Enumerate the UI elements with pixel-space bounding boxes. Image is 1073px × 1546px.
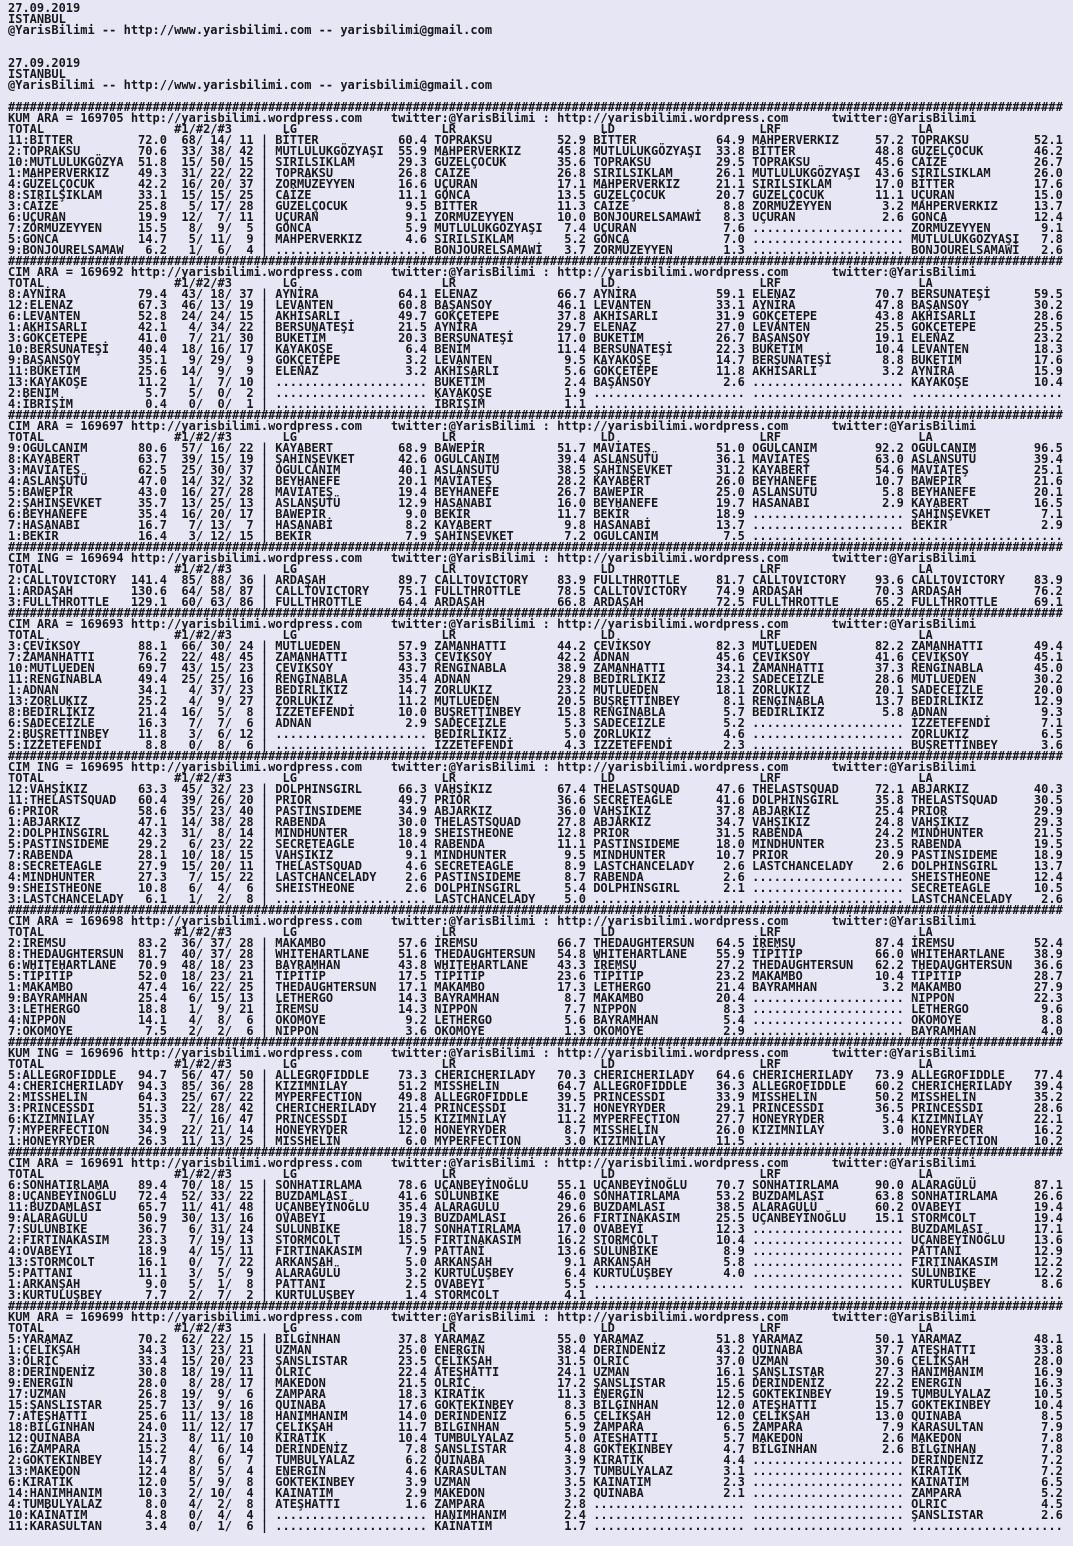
section-title-line: CIM ARA = 169693 http://yarisbilimi.wordpress.com twitter:@YarisBilimi : http://yarisbilimi.wordpress.com twitter:@YarisBilimi — [8, 617, 977, 631]
table-row: 1:ADNAN 34.1 4/ 37/ 23 | BEDİRLİKIZ 14.7 ZORLUKIZ 23.2 MUTLUEDEN 18.1 ZORLUKIZ 20.1 SADECEİZLE 20.0 — [8, 683, 1063, 697]
section-separator: ################################################################################################################################################## — [8, 540, 1063, 554]
table-row: 4:TUMBULYALAZ 8.0 4/ 2/ 8 | ATEŞHATTI 1.6 ZAMPARA 2.8 ..................... ..................... OLRIC 4.5 — [8, 1497, 1063, 1511]
table-row: 4:İBRİŞİM 0.4 0/ 0/ 1 | ..................... İBRİŞİM 1.1 ..................... ..................... ..................... — [8, 397, 1063, 411]
table-row: 9:SHEISTHEONE 10.8 6/ 4/ 6 | SHEISTHEONE 2.6 DOLPHINSGIRL 5.4 DOLPHINSGIRL 2.1 ..................... SECRETEAGLE 10.5 — [8, 881, 1063, 895]
table-row: 5:BAWEPİR 43.0 16/ 27/ 28 | MAVİATEŞ 19.4 BEYHANEFE 26.7 BAWEPİR 25.0 ASLANSÜTÜ 5.8 BEYHANEFE 20.1 — [8, 485, 1063, 499]
section-title-line: KUM ARA = 169705 http://yarisbilimi.wordpress.com twitter:@YarisBilimi : http://yarisbilimi.wordpress.com twitter:@YarisBilimi — [8, 111, 977, 125]
column-header-row: TOTAL #1/#2/#3 LG LR LD LRF LA — [8, 1057, 933, 1071]
section-separator: ################################################################################################################################################## — [8, 606, 1063, 620]
table-row: 3:LASTCHANCELADY 6.1 1/ 2/ 8 | ..................... LASTCHANCELADY 5.0 ..................... ..................... LASTCHANCELADY 2.6 — [8, 892, 1063, 906]
table-row: 8:BEDİRLİKIZ 21.4 16/ 5/ 8 | İZZETEFENDİ 10.0 BÜŞRETTİNBEY 15.8 RENGİNABLA 5.7 BEDİRLİKIZ 5.8 ADNAN 9.3 — [8, 705, 1063, 719]
section-title-line: KUM ING = 169696 http://yarisbilimi.wordpress.com twitter:@YarisBilimi : http://yarisbilimi.wordpress.com twitter:@YarisBilimi — [8, 1046, 977, 1060]
column-header-row: TOTAL #1/#2/#3 LG LR LD LRF LA — [8, 925, 933, 939]
report-contact-line: @YarisBilimi -- http://www.yarisbilimi.com -- yarisbilimi@gmail.com — [8, 23, 493, 37]
table-row: 2:TOPRAKSU 70.6 33/ 38/ 42 | MUTLULUKGÖZYAŞI 55.9 MAHPERVERKIZ 45.8 MUTLULUKGÖZYAŞI 33.8 BİTTER 48.8 GÜZELÇOCUK 46.2 — [8, 144, 1063, 158]
table-row: 6:LEVANTEN 52.8 24/ 24/ 15 | AKHİSARLI 49.7 GÖKÇETEPE 37.8 AKHİSARLI 31.9 GÖKÇETEPE 43.8 AKHİSARLI 28.6 — [8, 309, 1063, 323]
table-row: 6:SONHATIRLAMA 89.4 70/ 18/ 15 | SONHATIRLAMA 78.6 UÇANBEYİNOĞLU 55.1 UÇANBEYİNOĞLU 70.7 SONHATIRLAMA 90.0 ALARAGÜLÜ 87.1 — [8, 1178, 1063, 1192]
column-header-row: TOTAL #1/#2/#3 LG LR LD LRF LA — [8, 276, 933, 290]
section-separator: ################################################################################################################################################## — [8, 408, 1063, 422]
report-contact-line: @YarisBilimi -- http://www.yarisbilimi.com -- yarisbilimi@gmail.com — [8, 78, 493, 92]
table-row: 3:CAİZE 25.8 5/ 17/ 28 | GÜZELÇOCUK 9.5 BİTTER 11.3 CAİZE 8.8 ZORMÜZEYYEN 3.2 MAHPERVERKIZ 13.7 — [8, 199, 1063, 213]
table-row: 5:İZZETEFENDİ 8.8 0/ 8/ 6 | ..................... İZZETEFENDİ 4.3 İZZETEFENDİ 2.3 ..................... BÜŞRETTİNBEY 3.6 — [8, 738, 1063, 752]
section-title-line: CIM ING = 169694 http://yarisbilimi.wordpress.com twitter:@YarisBilimi : http://yarisbilimi.wordpress.com twitter:@YarisBilimi — [8, 551, 977, 565]
table-row: 3:PRINCESSDI 51.3 22/ 28/ 42 | CHERICHERILADY 21.4 PRINCESSDI 31.7 HONEYRYDER 29.1 PRINCESSDI 36.5 PRINCESSDI 28.6 — [8, 1101, 1063, 1115]
section-title-line: CIM ING = 169695 http://yarisbilimi.wordpress.com twitter:@YarisBilimi : http://yarisbilimi.wordpress.com twitter:@YarisBilimi — [8, 760, 977, 774]
table-row: 3:OLRIC 33.4 15/ 20/ 23 | ŞANSLISTAR 23.5 ÇELİKŞAH 31.5 OLRIC 37.0 UZMAN 30.6 ÇELİKŞAH 28.0 — [8, 1354, 1063, 1368]
table-row: 9:ALARAGÜLÜ 50.9 30/ 13/ 16 | OVABEYİ 19.3 BUZDAMLASI 26.6 FIRTINAKASIM 25.5 UÇANBEYİNOĞLU 15.1 STORMCOLT 19.4 — [8, 1211, 1063, 1225]
section-separator: ################################################################################################################################################## — [8, 903, 1063, 917]
table-row: 1:ARDAŞAH 130.6 64/ 58/ 87 | CALLTOVICTORY 75.1 FULLTHROTTLE 78.5 CALLTOVICTORY 74.9 ARDAŞAH 70.3 ARDAŞAH 76.2 — [8, 584, 1063, 598]
table-row: 1:MAHPERVERKIZ 49.3 31/ 22/ 22 | TOPRAKSU 26.8 CAIZE 26.8 SIRILSIKLAM 26.1 MUTLULUKGÖZYAŞI 43.6 SIRILSIKLAM 26.0 — [8, 166, 1063, 180]
column-header-row: TOTAL #1/#2/#3 LG LR LD LRF LA — [8, 1167, 933, 1181]
table-row: 6:KIRATİK 12.0 5/ 9/ 8 | GÖKTEKINBEY 3.9 UZMAN 3.5 KAINATIM 2.3 ..................... KAINATIM 6.5 — [8, 1475, 1063, 1489]
table-row: 10:KAİNATIM 4.8 0/ 4/ 4 | ..................... HANIMHANIM 2.4 ..................... ..................... ŞANSLISTAR 2.6 — [8, 1508, 1063, 1522]
table-row: 6:KIZIMNİLAY 35.3 7/ 16/ 47 | PRINCESSDI 15.5 KIZIMNİLAY 11.2 MYPERFECTION 27.7 HONEYRYDER 5.4 KIZIMNİLAY 22.1 — [8, 1112, 1063, 1126]
blank-line — [8, 36, 1073, 47]
column-header-row: TOTAL #1/#2/#3 LG LR LD LRF LA — [8, 562, 933, 576]
table-row: 7:RABENDA 28.1 10/ 18/ 15 | VAHŞİKIZ 9.1 MINDHUNTER 9.5 MINDHUNTER 10.7 PRIOR 20.9 PASTINSIDEME 18.9 — [8, 848, 1063, 862]
table-row: 1:BEKİR 16.4 3/ 12/ 15 | BEKİR 7.9 ŞAHİNŞEVKET 7.2 OGULCANIM 7.5 ..................... ..................... — [8, 529, 1063, 543]
table-row: 5:PASTINSIDEME 29.2 6/ 23/ 22 | SECRETEAGLE 10.4 RABENDA 11.1 PASTINSIDEME 18.0 MINDHUNTER 23.5 RABENDA 19.5 — [8, 837, 1063, 851]
table-row: 7:ATEŞHATTI 25.6 11/ 13/ 18 | HANIMHANIM 14.0 DERİNDENİZ 6.5 ÇELİKŞAH 12.0 ÇELİKŞAH 13.0 QUINABA 8.5 — [8, 1409, 1063, 1423]
table-row: 2:CALLTOVICTORY 141.4 85/ 88/ 36 | ARDAŞAH 89.7 CALLTOVICTORY 83.9 FULLTHROTTLE 81.7 CALLTOVICTORY 93.6 CALLTOVICTORY 83.9 — [8, 573, 1063, 587]
section-separator: ################################################################################################################################################## — [8, 1299, 1063, 1313]
section-separator: ################################################################################################################################################## — [8, 1035, 1063, 1049]
section-separator: ################################################################################################################################################## — [8, 749, 1063, 763]
table-row: 4:NIPPON 14.1 4/ 8/ 6 | OKOMOYE 9.2 LETHERGO 5.6 BAYRAMHAN 5.4 ..................... OKOMOYE 8.8 — [8, 1013, 1063, 1027]
table-row: 13:KAYAKOŞE 11.2 1/ 7/ 10 | ..................... BUKETİM 2.4 BAŞANSOY 2.6 ..................... KAYAKOŞE 10.4 — [8, 375, 1063, 389]
column-header-row: TOTAL #1/#2/#3 LG LR LD LRF LA — [8, 628, 933, 642]
report-date: 27.09.2019 — [8, 1, 81, 15]
table-row: 8:DERİNDENİZ 30.8 18/ 19/ 11 | OLRIC 22.4 ATEŞHATTI 24.1 UZMAN 16.1 ŞANSLISTAR 27.3 HANIMHANIM 16.9 — [8, 1365, 1063, 1379]
column-header-row: TOTAL #1/#2/#3 LG LR LD LRF LA — [8, 430, 933, 444]
section-title-line: CIM ARA = 169692 http://yarisbilimi.wordpress.com twitter:@YarisBilimi : http://yarisbilimi.wordpress.com twitter:@YarisBilimi — [8, 265, 977, 279]
section-title-line: CIM ARA = 169697 http://yarisbilimi.wordpress.com twitter:@YarisBilimi : http://yarisbilimi.wordpress.com twitter:@YarisBilimi — [8, 419, 977, 433]
table-row: 16:ZAMPARA 15.2 4/ 6/ 14 | DERİNDENİZ 7.8 ŞANSLISTAR 4.8 GÖKTEKINBEY 4.7 BİLGİNHAN 2.6 BİLGİNHAN 7.8 — [8, 1442, 1063, 1456]
table-row: 2:FIRTINAKASIM 23.3 7/ 19/ 13 | STORMCOLT 15.5 FIRTINAKASIM 16.2 STORMÇOLT 10.4 ..................... UÇANBEYİNOĞLU 13.6 — [8, 1233, 1063, 1247]
table-row: 11:THELASTSQUAD 60.4 39/ 26/ 20 | PRIOR 49.7 PRİOR 36.6 SECRETEAGLE 41.6 DOLPHINSGIRL 35.8 THELASTSQUAD 30.5 — [8, 793, 1063, 807]
table-row: 1:AKHİSARLI 42.1 4/ 34/ 22 | BERSUNATEŞİ 21.5 AYNİRA 29.7 ELENAZ 27.0 LEVANTEN 25.5 GÖKÇETEPE 25.5 — [8, 320, 1063, 334]
table-row: 8:THEDAUGHTERSUN 81.7 40/ 37/ 28 | WHITEHARTLANE 51.6 THEDAUGHTERSUN 54.8 WHITEHARTLANE 55.9 TİPİTİP 66.0 WHITEHARTLANE 38.9 — [8, 947, 1063, 961]
table-row: 2:DOLPHINSGIRL 42.3 31/ 8/ 14 | MINDHUNTER 18.9 SHEISTHEONE 12.8 PRIOR 31.5 RABENDA 24.2 MINDHUNTER 21.5 — [8, 826, 1063, 840]
table-row: 6:BEYHANEFE 35.4 16/ 20/ 17 | BAWEPİR 9.0 BEKİR 11.7 BEKİR 18.9 ..................... ŞAHİNŞEVKET 7.1 — [8, 507, 1063, 521]
table-row: 11:BUKETİM 25.6 14/ 9/ 9 | ELENAZ 3.2 AKHİSARLI 5.6 GÖKÇETEPE 11.8 AKHİSARLI 3.2 AYNİRA 15.9 — [8, 364, 1063, 378]
table-row: 8:AYNİRA 79.4 43/ 18/ 37 | AYNİRA 64.1 ELENAZ 66.7 AYNİRA 59.1 ELENAZ 70.7 BERSUNATEŞİ 59.5 — [8, 287, 1063, 301]
table-row: 14:HANIMHANIM 10.3 2/ 10/ 4 | KAINATIM 2.9 MAKEDON 3.2 QUINABA 2.1 ..................... ZAMPARA 5.2 — [8, 1486, 1063, 1500]
table-row: 11:KARASULTAN 3.4 0/ 1/ 6 | ..................... KAİNATIM 1.7 ..................... ..................... ..................... — [8, 1519, 1063, 1533]
table-row: 5:ALLEGROFIDDLE 94.7 56/ 47/ 50 | ALLEGROFIDDLE 73.3 CHERICHERILADY 70.3 CHERICHERILADY 64.6 CHERICHERILADY 73.9 ALLEGROFIDDLE 77.4 — [8, 1068, 1063, 1082]
table-row: 8:KAYABERT 63.7 39/ 15/ 19 | ŞAHİNŞEVKET 42.6 OGULCANIM 39.4 ASLANSÜTÜ 36.1 MAVİATEŞ 63.0 ASLANSÜTÜ 39.4 — [8, 452, 1063, 466]
table-row: 8:SIRILŞIKLAM 33.1 15/ 15/ 25 | CAİZE 11.1 GÖNCA 13.5 GÜZELÇOCUK 20.7 GÜZELÇOCUK 11.1 UÇURAN 15.0 — [8, 188, 1063, 202]
table-row: 12:VAHŞİKIZ 63.3 45/ 32/ 23 | DOLPHINSGIRL 66.3 VAHŞİKIZ 67.4 THELASTSQUAD 47.6 THELASTSQUAD 72.1 ABJARKIZ 40.3 — [8, 782, 1063, 796]
table-row: 9:BAYRAMHAN 25.4 6/ 15/ 13 | LETHERGO 14.3 BAYRAMHAN 8.7 MAKAMBO 20.4 ..................... NIPPON 22.3 — [8, 991, 1063, 1005]
table-row: 3:KURTULUŞBEY 7.7 2/ 7/ 2 | KURTULUŞBEY 1.4 STORMCOLT 4.1 ..................... ..................... ..................... — [8, 1288, 1063, 1302]
table-row: 9:ENERGİN 28.0 8/ 28/ 17 | MAKEDON 21.5 OLRIC 17.2 ŞANSLISTAR 15.6 DERİNDENİZ 22.2 ENERGİN 16.3 — [8, 1376, 1063, 1390]
report-body — [8, 102, 1073, 1532]
table-row: 2:BENİM 5.7 5/ 0/ 2 | ..................... KAYAKOŞE 1.9 ..................... ..................... ..................... — [8, 386, 1063, 400]
table-row: 7:OKOMOYE 7.5 2/ 2/ 6 | NIPPON 3.6 OKOMOYE 1.3 OKOMOYE 2.9 ..................... BAYRAMHAN 4.0 — [8, 1024, 1063, 1038]
table-row: 3:GÖKÇETEPE 41.0 7/ 21/ 30 | BUKETİM 20.3 BERSUNATEŞİ 17.0 BUKETİM 26.7 BAŞANSOY 19.1 ELENAZ 23.2 — [8, 331, 1063, 345]
table-row: 17:UZMAN 26.8 19/ 9/ 6 | ZAMPARA 18.3 KIRATİK 11.3 ENERGİN 12.5 GÖKTEKINBEY 19.5 TUMBULYALAZ 10.5 — [8, 1387, 1063, 1401]
table-row: 9:BONJOURELSAMAW 6.2 1/ 6/ 4 | ..................... BONJOURELSAMAWİ 3.7 ZORMÜZEYYEN 1.3 ..................... BONJOURELSAMAWİ 2.6 — [8, 243, 1063, 257]
table-row: 11:RENGİNABLA 49.4 25/ 25/ 16 | RENGİNABLA 35.4 ADNAN 29.8 BEDİRLİKIZ 23.2 SADECEİZLE 28.6 MUTLUEDEN 30.2 — [8, 672, 1063, 686]
table-row: 1:MAKAMBO 47.4 16/ 22/ 25 | THEDAUGHTERSUN 17.1 MAKAMBO 17.3 LETHERGO 21.4 BAYRAMHAN 3.2 MAKAMBO 27.9 — [8, 980, 1063, 994]
column-header-row: TOTAL #1/#2/#3 LG LR LD LRF LA — [8, 122, 933, 136]
table-row: 4:MINDHUNTER 27.3 7/ 15/ 22 | LASTCHANCELADY 2.6 PASTINSIDEME 8.7 RABENDA 2.6 ..................... SHEISTHEONE 12.4 — [8, 870, 1063, 884]
table-row: 7:ZÖRMÜZEYYEN 15.5 8/ 9/ 5 | GÖNCA 5.9 MUTLULUKGÖZYAŞI 7.4 UÇURAN 7.6 ..................... ZORMÜZEYYEN 9.1 — [8, 221, 1063, 235]
table-row: 3:LETHERGO 18.8 1/ 9/ 21 | İREMSU 14.3 NIPPON 7.7 NIPPON 8.3 ..................... LETHERGO 9.6 — [8, 1002, 1063, 1016]
table-row: 12:ELENAZ 67.3 46/ 13/ 19 | LEVANTEN 60.8 BAŞANSOY 46.1 LEVANTEN 33.1 AYNİRA 47.8 BAŞANSOY 30.2 — [8, 298, 1063, 312]
column-header-row: TOTAL #1/#2/#3 LG LR LD LRF LA — [8, 1321, 933, 1335]
table-row: 11:BUZDAMLASI 65.7 11/ 41/ 48 | UÇANBEYİNOĞLU 35.4 ALARAGÜLÜ 29.6 BUZDAMLASI 38.5 ALARAGÜLÜ 60.2 OVABEYI 19.4 — [8, 1200, 1063, 1214]
table-row: 1:HONEYRYDER 26.3 11/ 13/ 25 | MISSHELİN 6.0 MYPERFECTION 3.0 KIZIMNİLAY 11.5 ..................... MYPERFECTION 10.2 — [8, 1134, 1063, 1148]
section-title-line: CIM ARA = 169691 http://yarisbilimi.wordpress.com twitter:@YarisBilimi : http://yarisbilimi.wordpress.com twitter:@YarisBilimi — [8, 1156, 977, 1170]
table-row: 3:FULLTHROTTLE 129.1 60/ 63/ 86 | FULLTHROTTLE 64.4 ARDAŞAH 66.8 ARDAŞAH 72.5 FULLTHROTTLE 65.2 FULLTHROTTLE 69.1 — [8, 595, 1063, 609]
table-row: 2:MISSHELİN 64.3 25/ 67/ 22 | MYPERFECTION 49.8 ALLEGROFIDDLE 39.5 PRINCESSDI 33.9 MISSHELİN 50.2 MISSHELİN 35.2 — [8, 1090, 1063, 1104]
table-row: 1:ABJARKIZ 47.1 14/ 38/ 28 | RABENDA 30.0 THELASTSQUAD 27.8 ABJARKIZ 34.7 VAHŞİKIZ 24.8 VAHŞİKIZ 29.3 — [8, 815, 1063, 829]
table-row: 7:MYPERFECTION 34.9 22/ 21/ 14 | HONEYRYDER 12.0 HONEYRYDER 8.7 MISSHELİN 26.0 KIZIMNİLAY 3.0 HONEYRYDER 16.2 — [8, 1123, 1063, 1137]
table-row: 5:TİPİTİP 52.0 18/ 23/ 21 | TİPİTİP 17.5 TİPİTİP 23.6 TİPİTİP 23.2 MAKAMBO 10.4 TİPİTİP 28.7 — [8, 969, 1063, 983]
table-row: 13:MAKEDON 12.4 8/ 5/ 4 | ENERGİN 4.6 KARASULTAN 3.7 TUMBULYALAZ 3.1 ..................... KIRATİK 7.2 — [8, 1464, 1063, 1478]
table-row: 15:ŞANSLISTAR 25.7 13/ 9/ 16 | QUINABA 17.6 GOKTEKINBEY 8.3 BİLGİNHAN 12.0 ATEŞHATTI 15.7 GÖKTEKINBEY 10.4 — [8, 1398, 1063, 1412]
table-row: 7:ZAMANHATTI 76.2 22/ 48/ 45 | ZAMANHATTI 53.3 ÇEVİKSOY 42.2 ADNAN 45.6 ÇEVİKSOY 41.6 ÇEVİKSOY 45.1 — [8, 650, 1063, 664]
table-row: 5:PATTANI 11.1 3/ 5/ 9 | ALARAGÜLÜ 3.2 KURTULUŞBEY 6.4 KURTULUŞBEY 4.0 ..................... SÜLÜNBIKE 12.2 — [8, 1266, 1063, 1280]
table-row: 6:WHITEHARTLANE 70.9 48/ 18/ 23 | BAYRAMHAN 43.8 WHITEHARTLANE 43.3 İREMSU 27.2 THEDAUGHTERSUN 62.2 THEDAUGHTERSUN 36.6 — [8, 958, 1063, 972]
table-row: 10:BERSUNATEŞİ 40.4 18/ 16/ 17 | KAYAKÖŞE 6.4 BENİM 11.4 BERSUNATEŞİ 22.3 BUKETİM 10.4 LEVANTEN 18.3 — [8, 342, 1063, 356]
section-title-line: KUM ARA = 169699 http://yarisbilimi.wordpress.com twitter:@YarisBilimi : http://yarisbilimi.wordpress.com twitter:@YarisBilimi — [8, 1310, 977, 1324]
table-row: 10:MUTLULUKGÖZYA 51.8 15/ 50/ 15 | SIRILSIKLAM 29.3 GÜZELÇOCUK 35.6 TOPRAKSU 29.5 TOPRAKSU 45.6 CAİZE 26.7 — [8, 155, 1063, 169]
section-separator: ################################################################################################################################################## — [8, 1145, 1063, 1159]
table-row: 6:UÇURAN 19.9 12/ 7/ 11 | UÇURAN 9.1 ZORMÜZEYYEN 10.0 BONJOURELSAMAWİ 8.3 UÇURAN 2.6 GONCA 12.4 — [8, 210, 1063, 224]
table-row: 8:SECRETEAGLE 27.9 15/ 20/ 11 | THELASTSQUAD 4.6 SECRETEAGLE 8.9 LASTCHANCELADY 2.6 LASTCHANCELADY 2.6 DOLPHINSGIRL 13.7 — [8, 859, 1063, 873]
blank-line — [8, 47, 1073, 58]
section-separator: ################################################################################################################################################## — [8, 100, 1063, 114]
table-row: 10:MUTLUEDEN 69.7 43/ 15/ 23 | ÇEVİKSOY 43.7 RENGİNABLA 38.9 ZAMANHATTI 34.1 ZAMANHATTI 37.3 RENGİNABLA 45.0 — [8, 661, 1063, 675]
table-row: 9:OGULCANIM 80.6 57/ 16/ 22 | KAYABERT 68.9 BAWEPİR 51.7 MAVİATEŞ 51.0 OGULCANIM 92.2 OGULCANIM 96.5 — [8, 441, 1063, 455]
table-row: 4:GÜZELÇOCUK 42.2 16/ 20/ 37 | ZORMÜZEYYEN 16.6 UÇURAN 17.1 MAHPERVERKIZ 21.1 SIRILSIKLAM 17.0 BİTTER 17.6 — [8, 177, 1063, 191]
section-title-line: CIM ARA = 169698 http://yarisbilimi.wordpress.com twitter:@YarisBilimi : http://yarisbilimi.wordpress.com twitter:@YarisBilimi — [8, 914, 977, 928]
table-row: 1:ÇELİKŞAH 34.3 13/ 23/ 21 | UZMAN 25.0 ENERGİN 38.4 DERİNDENİZ 43.2 QUINABA 37.7 ATEŞHATTI 33.8 — [8, 1343, 1063, 1357]
report-city: ISTANBUL — [8, 12, 66, 26]
table-row: 4:CHERICHERILADY 94.3 85/ 36/ 28 | KIZIMNİLAY 51.2 MISSHELİN 64.7 ALLEGROFIDDLE 36.3 ALLEGROFIDDLE 60.2 CHERICHERILADY 39.4 — [8, 1079, 1063, 1093]
table-row: 3:MAVİATEŞ 62.5 25/ 30/ 37 | OGULCANIM 40.1 ASLANSÜTÜ 38.5 ŞAHİNŞEVKET 31.2 KAYABERT 54.6 MAVİATEŞ 25.1 — [8, 463, 1063, 477]
report-date: 27.09.2019 — [8, 56, 81, 70]
report-city: ISTANBUL — [8, 67, 66, 81]
table-row: 4:ASLANŞÜTÜ 47.0 14/ 32/ 32 | BEYHANEFE 20.1 MAVİATEŞ 28.2 KAYABERT 26.0 BEYHANEFE 10.7 BAWEPİR 21.6 — [8, 474, 1063, 488]
table-row: 7:HASANABI 16.7 7/ 13/ 7 | HASANABİ 8.2 KAYABERT 9.8 HASANABİ 13.7 ..................... BEKİR 2.9 — [8, 518, 1063, 532]
table-row: 2:GOKTEKINBEY 14.7 8/ 6/ 7 | TUMBULYALAZ 6.2 QUINABA 3.9 KIRATİK 4.4 ..................... DERİNDENİZ 7.2 — [8, 1453, 1063, 1467]
column-header-row: TOTAL #1/#2/#3 LG LR LD LRF LA — [8, 771, 933, 785]
table-row: 2:ŞAHİNŞEVKET 35.7 13/ 25/ 13 | ASLANSÜTÜ 12.9 HASANABI 16.0 BEYHANEFE 19.7 HASANABI 2.9 KAYABERT 16.5 — [8, 496, 1063, 510]
table-row: 3:ÇEVİKSOY 88.1 66/ 30/ 24 | MUTLUEDEN 57.9 ZAMANHATTI 44.2 ÇEVİKSOY 82.3 MUTLUEDEN 82.2 ZAMANHATTI 49.4 — [8, 639, 1063, 653]
table-row: 11:BITTER 72.0 68/ 14/ 11 | BİTTER 60.4 TOPRAKSU 52.9 BİTTER 64.9 MAHPERVERKIZ 57.2 TOPRAKSU 52.1 — [8, 133, 1063, 147]
table-row: 9:BAŞANSOY 35.1 9/ 29/ 9 | GÖKÇETEPE 3.2 LEVANTEN 9.5 KAYAKÖŞE 14.7 BERSUNATEŞİ 8.8 BUKETİM 17.6 — [8, 353, 1063, 367]
table-row: 13:STORMCOLT 16.1 0/ 7/ 22 | ARKANŞAH 5.0 ARKANŞAH 9.1 ARKANŞAH 5.8 ..................... FIRTINAKASIM 12.2 — [8, 1255, 1063, 1269]
table-row: 5:GONCA 14.7 5/ 11/ 9 | MAHPERVERKIZ 4.6 SIRILSIKLAM 5.2 GÖNCA 7.0 ..................... MUTLULUKGÖZYAŞI 7.8 — [8, 232, 1063, 246]
table-row: 8:UÇANBEYİNOĞLU 72.4 52/ 33/ 22 | BUZDAMLASI 41.6 SÜLÜNBİKE 46.0 SONHATIRLAMA 53.2 BUZDAMLASI 63.8 SONHATIRLAMA 26.6 — [8, 1189, 1063, 1203]
table-row: 12:QUINABA 21.3 8/ 11/ 10 | KIRATİK 10.4 TUMBULYALAZ 5.0 ATEŞHATTI 5.7 MAKEDON 2.6 MAKEDON 7.8 — [8, 1431, 1063, 1445]
table-row: 2:İREMSU 83.2 36/ 37/ 28 | MAKAMBO 57.6 İREMSU 66.7 THEDAUGHTERSUN 64.5 İREMSU 87.4 İREMSU 52.4 — [8, 936, 1063, 950]
table-row: 5:YARAMAZ 70.2 62/ 22/ 15 | BİLGİNHAN 37.8 YARAMAZ 55.0 YARAMAZ 51.8 YARAMAZ 50.1 YARAMAZ 48.1 — [8, 1332, 1063, 1346]
table-row: 18:BİLGİNHAN 24.0 11/ 12/ 17 | ÇELİKŞAH 11.7 BILGINHAN 5.9 ZAMPARA 6.5 ZAMPARA 7.9 KARASULTAN 7.9 — [8, 1420, 1063, 1434]
table-row: 6:SADECEİZLE 16.3 7/ 7/ 6 | ADNAN 2.9 SADECEİZLE 5.3 SADECEİZLE 5.2 ..................... İZZETEFENDİ 7.1 — [8, 716, 1063, 730]
table-row: 6:PRIOR 58.6 35/ 23/ 40 | PASTINSIDEME 34.9 ABJARKIZ 36.0 VAHŞİKIZ 37.8 ABJARKIZ 25.4 PRIOR 29.9 — [8, 804, 1063, 818]
table-row: 13:ZORLUKIZ 25.2 4/ 9/ 27 | ZORLUKIZ 11.2 MUTLUEDEN 20.5 BÜŞRETTİNBEY 8.1 RENGİNABLA 13.7 BEDİRLİKIZ 12.9 — [8, 694, 1063, 708]
page-header — [8, 3, 1073, 102]
section-separator: ################################################################################################################################################## — [8, 254, 1063, 268]
table-row: 2:BÜŞRETTINBEY 11.8 3/ 6/ 12 | ..................... BEDİRLİKIZ 5.0 ZORLUKIZ 4.6 ..................... ZORLUKIZ 6.5 — [8, 727, 1063, 741]
table-row: 4:OVABEYI 18.9 4/ 15/ 11 | FIRTINAKASIM 7.9 PATTANİ 13.6 SÜLÜNBIKE 8.9 ..................... PATTANİ 12.9 — [8, 1244, 1063, 1258]
table-row: 7:SÜLÜNBIKE 36.7 6/ 31/ 24 | SÜLÜNBIKE 18.7 SONHATIRLAMA 17.0 OVABEYİ 12.3 ..................... BUZDAMLASI 17.1 — [8, 1222, 1063, 1236]
table-row: 1:ARKANŞAH 9.0 5/ 1/ 8 | PATTANI 2.5 OVABEYI 5.5 ..................... ..................... KURTULUŞBEY 8.6 — [8, 1277, 1063, 1291]
